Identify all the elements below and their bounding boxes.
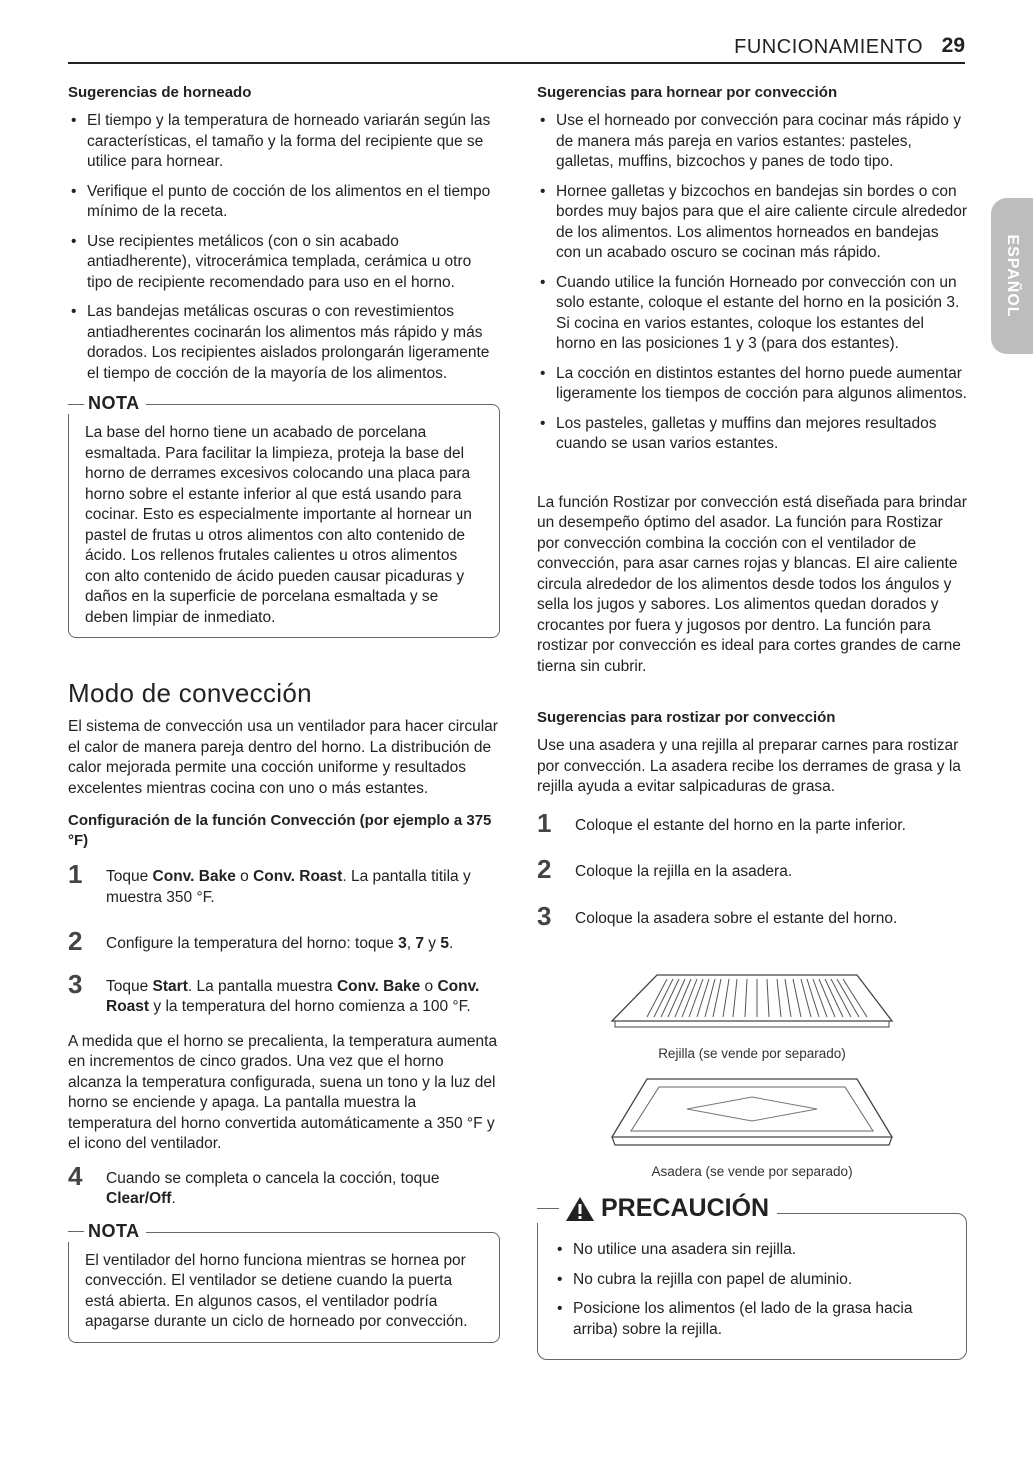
conv-bake-tips-title: Sugerencias para hornear por convección (537, 84, 838, 101)
key-5: 5 (440, 935, 449, 952)
page-header (68, 30, 965, 64)
list-item: • Use el horneado por convección para cocinar más rápido y de manera más pareja en varios estantes: pasteles, galletas, muffins, bizcochos y panes de todo tipo. (537, 111, 967, 173)
baking-tips-title: Sugerencias de horneado (68, 84, 252, 101)
step-text: Coloque la asadera sobre el estante del horno. (575, 909, 898, 927)
pan-caption: Asadera (se vende por separado) (651, 1164, 853, 1179)
caution-list (554, 1240, 950, 1340)
conv-bake-key: Conv. Bake (336, 977, 421, 995)
list-item: • Verifique el punto de cocción de los alimentos en el tiempo mínimo de la receta. (68, 182, 500, 223)
step-text: Coloque el estante del horno en la parte inferior. (575, 816, 906, 834)
conv-roast-key: Conv. Roast (253, 868, 343, 885)
list-item: • Cuando utilice la función Horneado por convección con un solo estante, coloque el estante del horno en la posición 3. Si cocina en varios estantes, coloque los estantes del horno en las posiciones 1 y 3 (para dos estantes). (537, 273, 967, 355)
convection-step-1 (68, 859, 500, 908)
step-text: Cuando se completa o cancela la cocción, toque (106, 1169, 440, 1187)
list-item: • Use recipientes metálicos (con o sin acabado antiadherente), vitrocerámica templada, cerámica u otro tipo de recipiente recomendado para uso en el horno. (68, 232, 500, 294)
broiler-rack-illustration (607, 969, 897, 1037)
note-box-fan (68, 1220, 500, 1343)
note-text: El ventilador del horno funciona mientras se hornea por convección. El ventilador se detiene cuando la puerta está abierta. En algunos casos, el ventilador podría apagarse durante un ciclo de horneado por convección. (85, 1251, 468, 1330)
key-7: 7 (415, 935, 424, 952)
convection-config-title: Configuración de la función Convección (por ejemplo a 375 °F) (68, 812, 492, 849)
roast-tips-text: Use una asadera y una rejilla al preparar carnes para rostizar por convección. La asadera recibe los derrames de grasa y la rejilla ayuda a evitar salpicaduras de grasa. (537, 737, 961, 795)
roast-step-1 (537, 807, 967, 838)
caution-box (537, 1194, 967, 1360)
step-number: 2 (537, 854, 552, 884)
convection-roast-intro: La función Rostizar por convección está diseñada para brindar un desempeño óptimo del asador. La función para Rostizar por convección combina la cocción con el ventilador de convección, para asar carnes rojas y blancas. El aire caliente circula alrededor de los alimentos desde todos los ángulos y sella los jugos y sabores. Los alimentos quedan dorados y crocantes por fuera y jugosos por dentro. La función para rostizar por convección es ideal para cortes grandes de carne tierna sin cubrir. (537, 493, 967, 675)
step-number: 1 (68, 859, 83, 889)
clear-off-key: Clear/Off (106, 1190, 172, 1207)
convection-step-2 (68, 926, 500, 956)
page-number: 29 (941, 34, 965, 57)
key-3: 3 (398, 935, 407, 952)
list-item: • Hornee galletas y bizcochos en bandejas sin bordes o con bordes muy bajos para que el aire caliente circule alrededor de los alimentos. Los alimentos horneados en bandejas con un acabado oscuro se cocinan más rápido. (537, 182, 967, 264)
list-item: • No utilice una asadera sin rejilla. (554, 1240, 950, 1261)
rack-figure (537, 969, 967, 1061)
step-text: Toque (106, 977, 153, 995)
step-text: y la temperatura del horno comienza a 100 °F. (149, 998, 471, 1015)
note-box-porcelain (68, 393, 500, 638)
conv-roast-key: Conv. Roast (106, 977, 480, 1015)
step-number: 4 (68, 1160, 83, 1191)
conv-bake-tips-list (537, 111, 967, 455)
roast-step-3 (537, 900, 967, 931)
step-text: o (420, 977, 438, 995)
convection-intro: El sistema de convección usa un ventilador para hacer circular el calor de manera pareja dentro del horno. La distribución de calor mejorada permite una cocción uniforme y resultados excelentes mientras cocina con uno o más estantes. (68, 718, 498, 797)
convection-step-4 (68, 1160, 500, 1210)
roast-step-2 (537, 854, 967, 884)
step-text: Coloque la rejilla en la asadera. (575, 863, 793, 880)
caution-title: PRECAUCIÓN (601, 1194, 770, 1222)
step-text: . (171, 1190, 176, 1207)
step-text: Configure la temperatura del horno: toque (106, 935, 399, 952)
list-item: • Posicione los alimentos (el lado de la grasa hacia arriba) sobre la rejilla. (554, 1299, 950, 1340)
left-column (68, 84, 500, 1343)
caution-title-wrap (537, 1194, 777, 1223)
step-number: 3 (68, 968, 83, 999)
list-item: • El tiempo y la temperatura de horneado variarán según las características, el tamaño y la forma del recipiente que se utilice para hornear. (68, 111, 500, 173)
language-tab-label: ESPAÑOL (1004, 234, 1021, 318)
start-key: Start (152, 977, 188, 995)
convection-step-3 (68, 968, 500, 1018)
step-number: 2 (68, 926, 83, 956)
right-column (537, 84, 967, 1360)
step-text: . (448, 935, 454, 952)
step-text: . La pantalla muestra (187, 977, 337, 995)
list-item: • No cubra la rejilla con papel de aluminio. (554, 1270, 950, 1291)
step-number: 1 (537, 807, 552, 838)
step-text: . La pantalla titila y muestra 350 °F. (106, 868, 471, 906)
roast-tips-title: Sugerencias para rostizar por convección (537, 709, 836, 726)
step-text: o (235, 868, 254, 885)
section-title: FUNCIONAMIENTO (734, 36, 923, 58)
note-title: NOTA (68, 1221, 146, 1242)
broiler-pan-illustration (607, 1075, 897, 1155)
note-title: NOTA (68, 393, 146, 414)
preheat-text: A medida que el horno se precalienta, la temperatura aumenta en incrementos de cinco grados. Una vez que el horno alcanza la temperatura configurada, suena un tono y la luz del horno se enciende y apaga. La pantalla muestra la temperatura del horno convertida automáticamente a 350 °F y el icono del ventilador. (68, 1032, 498, 1152)
language-tab[interactable] (991, 198, 1033, 354)
pan-figure (537, 1075, 967, 1179)
convection-heading: Modo de convección (68, 678, 312, 708)
note-text: La base del horno tiene un acabado de porcelana esmaltada. Para facilitar la limpieza, proteja la base del horno de derrames excesivos colocando una placa para horno sobre el estante inferior al que está usando para cocinar. Esto es especialmente importante al hornear un pastel de frutas u otros alimentos con alto contenido de ácido. Los rellenos frutales calientes u otros alimentos con alto contenido de ácido pueden causar picaduras y daños en la superficie de porcelana esmaltada y se deben limpiar de inmediato. (85, 424, 472, 626)
step-text: , (406, 935, 416, 952)
baking-tips-list (68, 111, 500, 384)
step-text: Toque (106, 868, 153, 885)
warning-icon (565, 1196, 595, 1222)
conv-bake-key: Conv. Bake (152, 868, 236, 885)
step-number: 3 (537, 900, 552, 931)
step-text: y (423, 935, 441, 952)
list-item: • La cocción en distintos estantes del horno puede aumentar ligeramente los tiempos de cocción para algunos alimentos. (537, 364, 967, 405)
rack-caption: Rejilla (se vende por separado) (658, 1046, 846, 1061)
list-item: • Los pasteles, galletas y muffins dan mejores resultados cuando se usan varios estantes. (537, 414, 967, 455)
list-item: • Las bandejas metálicas oscuras o con revestimientos antiadherentes cocinarán los alimentos más rápido y más dorados. Los recipientes aislados prolongarán ligeramente el tiempo de cocción de la mayoría de los alimentos. (68, 302, 500, 384)
